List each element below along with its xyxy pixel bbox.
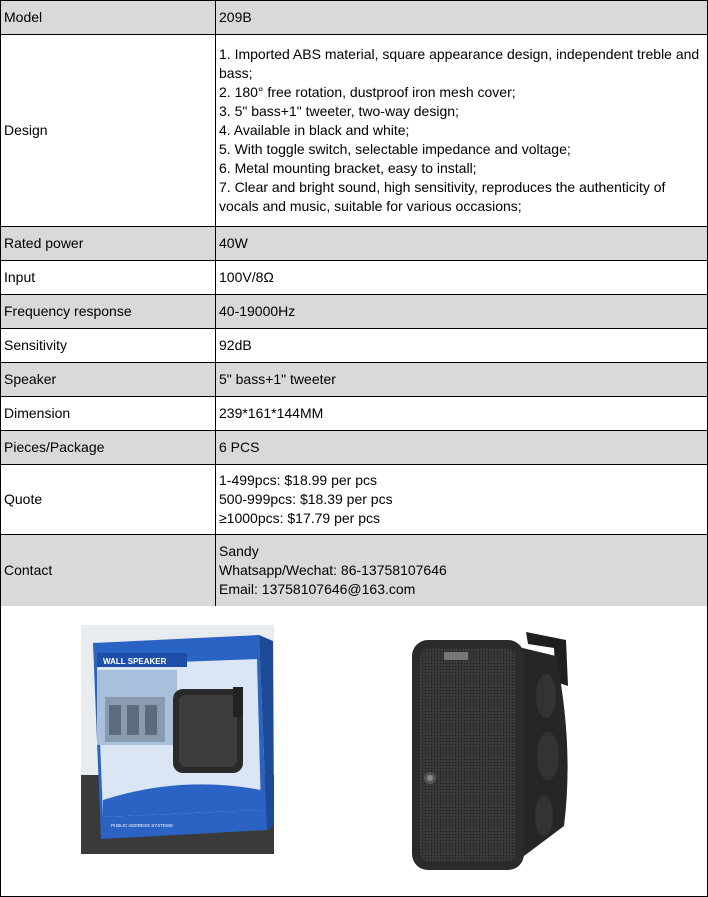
spec-value-line: 40-19000Hz <box>219 303 296 319</box>
spec-label: Input <box>1 261 216 295</box>
spec-value-line: Whatsapp/Wechat: 86-13758107646 <box>219 562 447 578</box>
spec-row <box>1 261 708 295</box>
spec-row <box>1 295 708 329</box>
spec-row <box>1 535 708 607</box>
spec-value <box>216 363 708 397</box>
spec-value <box>216 397 708 431</box>
product-box-image <box>81 625 274 854</box>
spec-value-line: 209B <box>219 9 252 25</box>
spec-value <box>216 535 708 607</box>
spec-label: Design <box>1 35 216 227</box>
spec-row <box>1 397 708 431</box>
spec-label: Pieces/Package <box>1 431 216 465</box>
spec-label: Sensitivity <box>1 329 216 363</box>
spec-label: Speaker <box>1 363 216 397</box>
spec-row <box>1 227 708 261</box>
spec-value-line: 4. Available in black and white; <box>219 122 410 138</box>
spec-value <box>216 465 708 535</box>
spec-row <box>1 431 708 465</box>
spec-value-line: 1-499pcs: $18.99 per pcs <box>219 472 377 488</box>
spec-value-line: 6 PCS <box>219 439 260 455</box>
spec-label: Contact <box>1 535 216 607</box>
spec-value-line: 1. Imported ABS material, square appearance design, independent treble and bass; <box>219 46 700 81</box>
spec-label: Quote <box>1 465 216 535</box>
box-title: WALL SPEAKER <box>103 657 167 666</box>
spec-row <box>1 465 708 535</box>
spec-value <box>216 227 708 261</box>
spec-label: Dimension <box>1 397 216 431</box>
spec-value <box>216 35 708 227</box>
spec-value-line: 3. 5" bass+1" tweeter, two-way design; <box>219 103 459 119</box>
spec-value-line: 5" bass+1" tweeter <box>219 371 336 387</box>
spec-value-line: 500-999pcs: $18.39 per pcs <box>219 491 393 507</box>
spec-value-line: 5. With toggle switch, selectable impedance and voltage; <box>219 141 571 157</box>
spec-label: Frequency response <box>1 295 216 329</box>
spec-value-line: ≥1000pcs: $17.79 per pcs <box>219 510 381 526</box>
spec-value <box>216 431 708 465</box>
spec-value-line: 239*161*144MM <box>219 405 324 421</box>
spec-value <box>216 329 708 363</box>
spec-value-line: Sandy <box>219 543 259 559</box>
speaker-image <box>406 626 576 876</box>
spec-value-line: 100V/8Ω <box>219 269 274 285</box>
spec-value-line: Email: 13758107646@163.com <box>219 581 416 597</box>
spec-row <box>1 35 708 227</box>
spec-value-line: 7. Clear and bright sound, high sensitivity, reproduces the authenticity of vocals and music, suitable for various occasions; <box>219 179 666 214</box>
product-images-row <box>0 606 708 897</box>
spec-value <box>216 295 708 329</box>
spec-row <box>1 1 708 35</box>
box-footer: PUBLIC ADDRESS SYSTEMS <box>111 823 173 828</box>
spec-value-line: 6. Metal mounting bracket, easy to install; <box>219 160 477 176</box>
spec-label: Model <box>1 1 216 35</box>
spec-row <box>1 329 708 363</box>
spec-value <box>216 261 708 295</box>
spec-row <box>1 363 708 397</box>
spec-value-line: 92dB <box>219 337 252 353</box>
spec-value <box>216 1 708 35</box>
spec-label: Rated power <box>1 227 216 261</box>
spec-value-line: 2. 180° free rotation, dustproof iron mesh cover; <box>219 84 516 100</box>
spec-value-line: 40W <box>219 235 248 251</box>
